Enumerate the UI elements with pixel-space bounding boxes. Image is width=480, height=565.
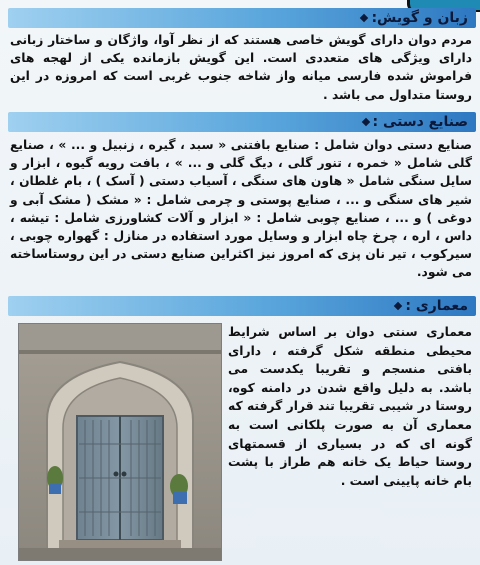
- language-section-header: [8, 8, 476, 28]
- architecture-paragraph: معماری سنتی دوان بر اساس شرایط محیطی منطقه شکل گرفته ، دارای بافتی منسجم و تقریبا یکدست می باشد. به دلیل واقع شدن در دامنه کوه، روستا در شیبی تقریبا تند قرار گرفته که معماری آن به صورت پلکانی است به گونه ای که در بسیاری از قسمتهای روستا حیاط یک خانه هم طراز با پشت بام خانه پایینی است .: [228, 325, 472, 488]
- architecture-section-body: [228, 323, 472, 490]
- door-arch-illustration: [19, 324, 221, 560]
- architecture-section-header: [8, 296, 476, 316]
- language-paragraph: مردم دوان دارای گویش خاصی هستند که از نظر آوا، واژگان و ساختار زبانی دارای ویژگی های متعددی است. این گویش بازمانده یکی از لهجه های فراموش شده فارسی میانه واز شاخه جنوب غربی است که امروزه در این روستا متداول می باشد .: [10, 33, 472, 102]
- handicrafts-section-title: صنایع دستی :: [363, 114, 469, 130]
- door-arch-photo: [18, 323, 222, 561]
- handicrafts-paragraph: صنایع دستی دوان شامل : صنایع بافتنی « سبد ، گیره ، زنبیل و ... » ، صنایع گلی شامل « خمره ، تنور گلی ، دیگ گلی و ... » ، بافت رویه گیوه ، ابزار و سایل سنگی شامل « هاون های سنگی ، آسیاب دستی ( آسک ) ، بام غلطان ، شیر های سنگی و ... ، صنایع پوستی و چرمی شامل : « مشک ( مشک آبی و دوغی ) و ... ، صنایع چوبی شامل : « ابزار و آلات کشاورزی شامل : تیشه ، داس ، اره ، چرخ چاه ابزار و وسایل مورد استفاده در منازل : گهواره چوبی ، سیرکوب ، تیر نان پزی که امروز نیز اکثراین صنایع دستی در این روستاساخته می شود.: [10, 138, 472, 280]
- language-section-title: زبان و گویش:: [361, 10, 468, 26]
- handicrafts-section-body: [10, 136, 472, 282]
- handicrafts-section-header: [8, 112, 476, 132]
- architecture-section-title: معماری :: [395, 298, 468, 314]
- language-section-body: [10, 31, 472, 104]
